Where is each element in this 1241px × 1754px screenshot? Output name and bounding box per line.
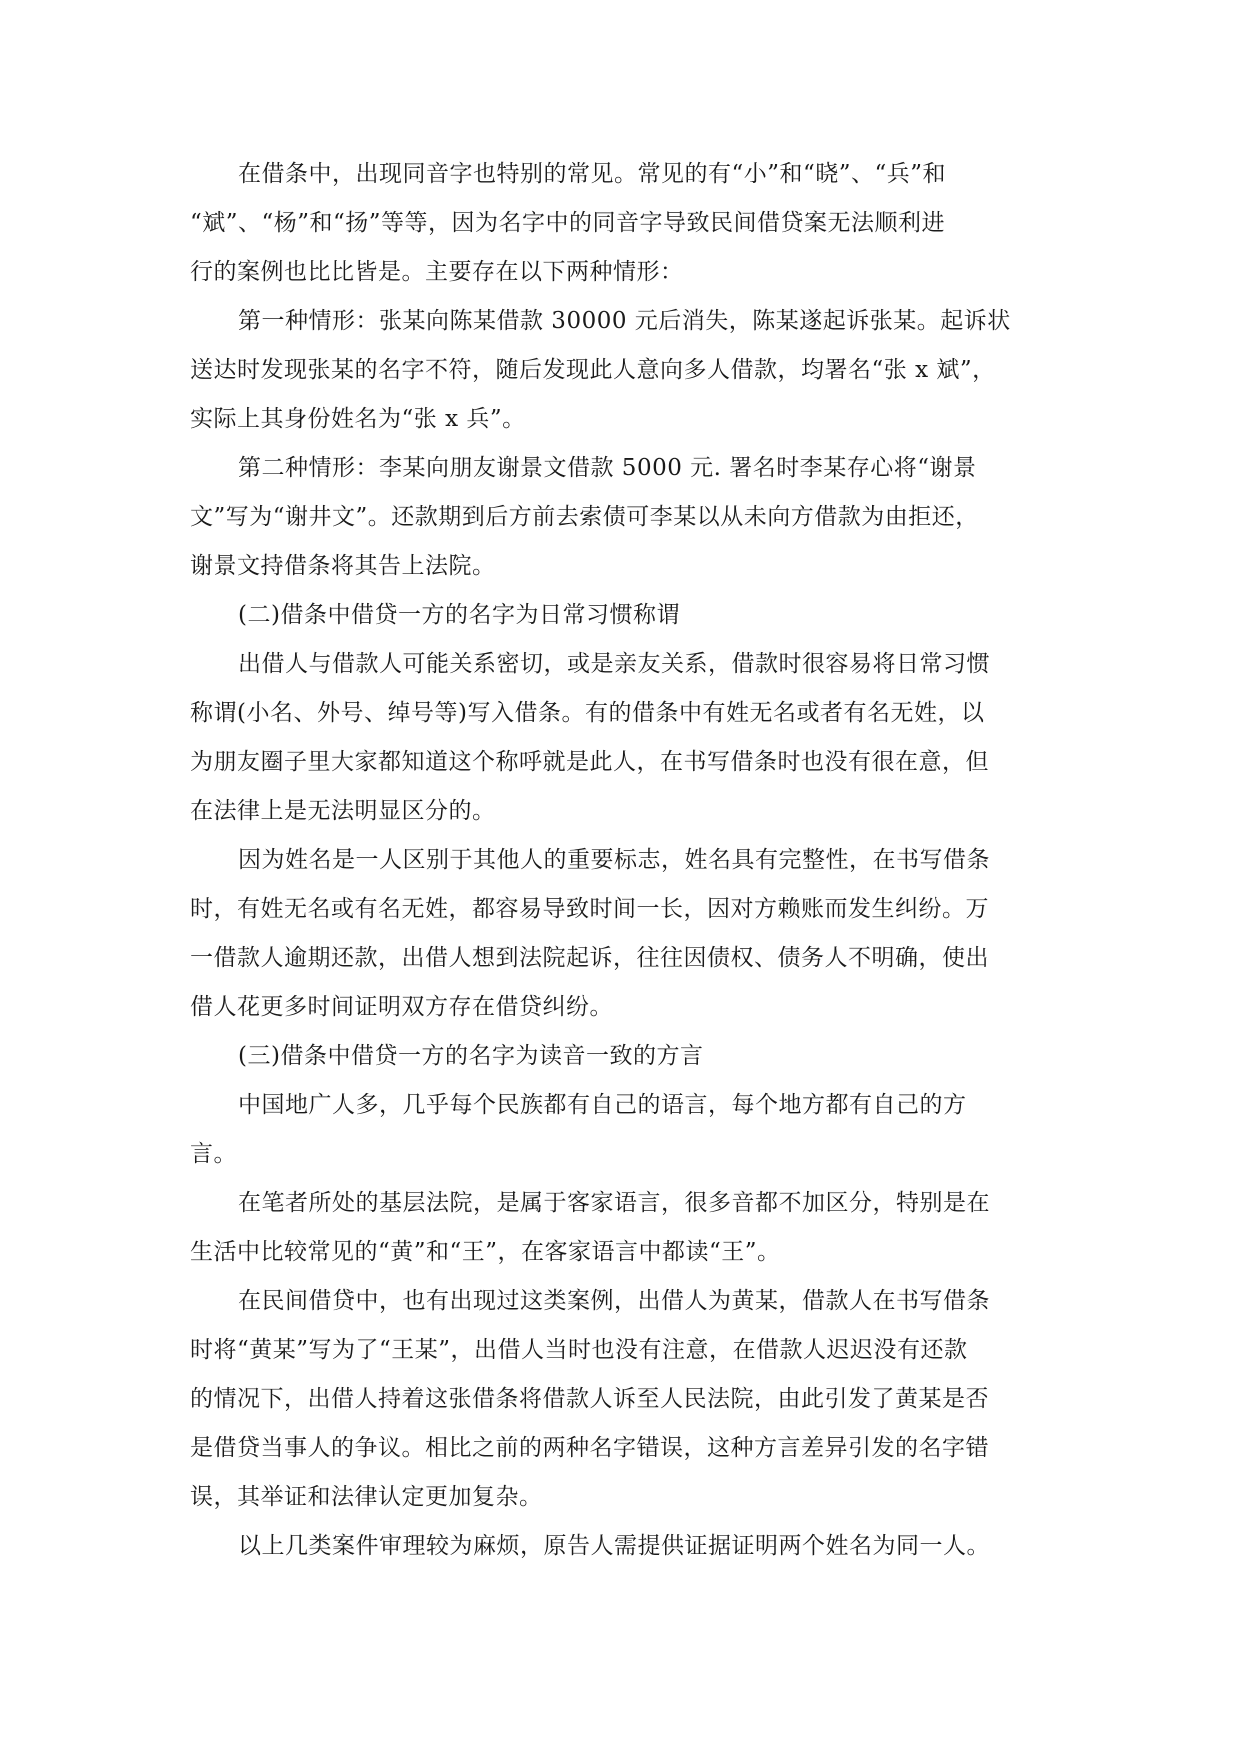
text-line: 因为姓名是一人区别于其他人的重要标志，姓名具有完整性，在书写借条 bbox=[238, 847, 990, 873]
text-line: 为朋友圈子里大家都知道这个称呼就是此人，在书写借条时也没有很在意，但 bbox=[190, 749, 989, 775]
section-heading-two bbox=[190, 591, 1050, 640]
paragraph-case-two bbox=[190, 444, 1050, 591]
text-line: 第二种情形：李某向朋友谢景文借款 5000 元. 署名时李某存心将“谢景 bbox=[238, 455, 977, 481]
paragraph-dialects bbox=[190, 1081, 1050, 1179]
text-line: 言。 bbox=[190, 1141, 237, 1167]
section-heading-three bbox=[190, 1032, 1050, 1081]
text-line: 一借款人逾期还款，出借人想到法院起诉，往往因债权、债务人不明确，使出 bbox=[190, 945, 989, 971]
paragraph-case-one bbox=[190, 297, 1050, 444]
text-line: 生活中比较常见的“黄”和“王”，在客家语言中都读“王”。 bbox=[190, 1239, 781, 1265]
text-line: 实际上其身份姓名为“张 x 兵”。 bbox=[190, 406, 526, 432]
paragraph-huang-wang-case bbox=[190, 1277, 1050, 1522]
document-body bbox=[190, 150, 1050, 1571]
text-line: 称谓(小名、外号、绰号等)写入借条。有的借条中有姓无名或者有名无姓，以 bbox=[190, 700, 985, 726]
text-line: 的情况下，出借人持着这张借条将借款人诉至人民法院，由此引发了黄某是否 bbox=[190, 1386, 989, 1412]
text-line: 行的案例也比比皆是。主要存在以下两种情形： bbox=[190, 259, 684, 285]
text-line: “斌”、“杨”和“扬”等等，因为名字中的同音字导致民间借贷案无法顺利进 bbox=[190, 210, 946, 236]
text-line: 在笔者所处的基层法院，是属于客家语言，很多音都不加区分，特别是在 bbox=[238, 1190, 990, 1216]
text-line: 在借条中，出现同音字也特别的常见。常见的有“小”和“晓”、“兵”和 bbox=[238, 161, 947, 187]
text-line: 在法律上是无法明显区分的。 bbox=[190, 798, 496, 824]
text-line: 谢景文持借条将其告上法院。 bbox=[190, 553, 496, 579]
text-line: 时将“黄某”写为了“王某”，出借人当时也没有注意，在借款人迟迟没有还款 bbox=[190, 1337, 968, 1363]
text-line: 文”写为“谢井文”。还款期到后方前去索债可李某以从未向方借款为由拒还， bbox=[190, 504, 979, 530]
text-line: 借人花更多时间证明双方存在借贷纠纷。 bbox=[190, 994, 613, 1020]
paragraph-homophones-intro bbox=[190, 150, 1050, 297]
text-line: (二)借条中借贷一方的名字为日常习惯称谓 bbox=[238, 602, 680, 628]
paragraph-hakka bbox=[190, 1179, 1050, 1277]
text-line: 以上几类案件审理较为麻烦，原告人需提供证据证明两个姓名为同一人。 bbox=[238, 1533, 990, 1559]
paragraph-name-importance bbox=[190, 836, 1050, 1032]
text-line: 在民间借贷中，也有出现过这类案例，出借人为黄某，借款人在书写借条 bbox=[238, 1288, 990, 1314]
paragraph-nicknames bbox=[190, 640, 1050, 836]
text-line: 出借人与借款人可能关系密切，或是亲友关系，借款时很容易将日常习惯 bbox=[238, 651, 990, 677]
paragraph-conclusion bbox=[190, 1522, 1050, 1571]
text-line: 时，有姓无名或有名无姓，都容易导致时间一长，因对方赖账而发生纠纷。万 bbox=[190, 896, 989, 922]
text-line: 中国地广人多，几乎每个民族都有自己的语言，每个地方都有自己的方 bbox=[238, 1092, 967, 1118]
text-line: 第一种情形：张某向陈某借款 30000 元后消失，陈某遂起诉张某。起诉状 bbox=[238, 308, 1011, 334]
text-line: 是借贷当事人的争议。相比之前的两种名字错误，这种方言差异引发的名字错 bbox=[190, 1435, 989, 1461]
text-line: (三)借条中借贷一方的名字为读音一致的方言 bbox=[238, 1043, 704, 1069]
text-line: 误，其举证和法律认定更加复杂。 bbox=[190, 1484, 543, 1510]
text-line: 送达时发现张某的名字不符，随后发现此人意向多人借款，均署名“张 x 斌”， bbox=[190, 357, 996, 383]
